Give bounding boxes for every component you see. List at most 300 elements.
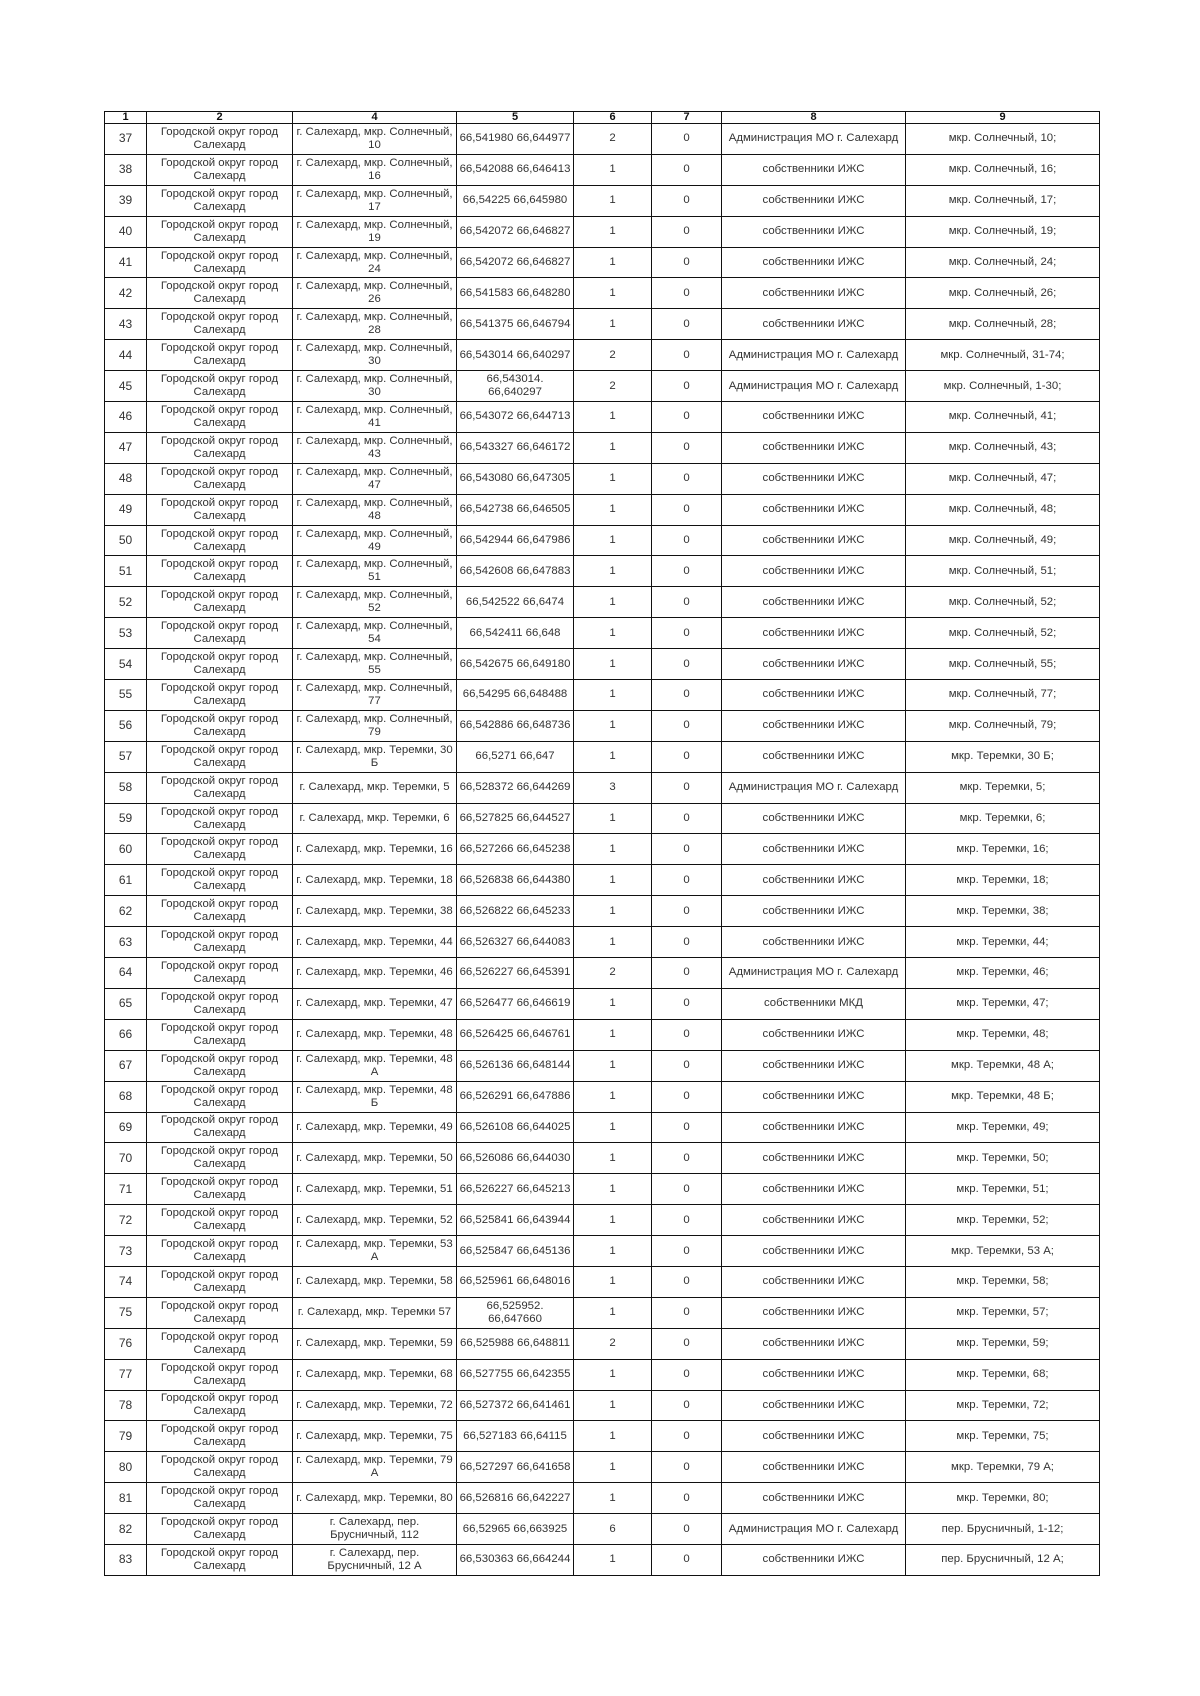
address-cell: г. Салехард, мкр. Солнечный, 77 xyxy=(293,680,457,711)
container-count-cell: 1 xyxy=(574,185,652,216)
reserve-count-cell: 0 xyxy=(652,216,722,247)
coordinates-cell: 66,525847 66,645136 xyxy=(457,1236,574,1267)
row-number-cell: 51 xyxy=(105,556,147,587)
table-row xyxy=(105,1081,1100,1112)
coordinates-cell: 66,543014. 66,640297 xyxy=(457,371,574,402)
row-number-cell: 48 xyxy=(105,463,147,494)
municipality-cell: Городской округ город Салехард xyxy=(147,309,293,340)
reserve-count-cell: 0 xyxy=(652,587,722,618)
coordinates-cell: 66,526227 66,645213 xyxy=(457,1174,574,1205)
row-number-cell: 50 xyxy=(105,525,147,556)
municipality-cell: Городской округ город Салехард xyxy=(147,649,293,680)
municipality-cell: Городской округ город Салехард xyxy=(147,463,293,494)
service-area-cell: мкр. Теремки, 50; xyxy=(906,1143,1100,1174)
coordinates-cell: 66,543080 66,647305 xyxy=(457,463,574,494)
address-cell: г. Салехард, мкр. Теремки, 75 xyxy=(293,1421,457,1452)
table-row xyxy=(105,309,1100,340)
column-header-7: 8 xyxy=(722,112,906,124)
table-row xyxy=(105,1236,1100,1267)
reserve-count-cell: 0 xyxy=(652,649,722,680)
service-area-cell: мкр. Теремки, 51; xyxy=(906,1174,1100,1205)
row-number-cell: 83 xyxy=(105,1544,147,1575)
service-area-cell: мкр. Солнечный, 52; xyxy=(906,618,1100,649)
row-number-cell: 75 xyxy=(105,1297,147,1328)
container-count-cell: 1 xyxy=(574,432,652,463)
container-count-cell: 1 xyxy=(574,618,652,649)
owner-cell: собственники ИЖС xyxy=(722,896,906,927)
container-count-cell: 1 xyxy=(574,278,652,309)
service-area-cell: мкр. Солнечный, 10; xyxy=(906,124,1100,155)
owner-cell: собственники ИЖС xyxy=(722,741,906,772)
container-count-cell: 1 xyxy=(574,1483,652,1514)
table-row xyxy=(105,525,1100,556)
table-row xyxy=(105,1544,1100,1575)
service-area-cell: мкр. Теремки, 47; xyxy=(906,988,1100,1019)
table-row xyxy=(105,1266,1100,1297)
container-count-cell: 1 xyxy=(574,680,652,711)
coordinates-cell: 66,526108 66,644025 xyxy=(457,1112,574,1143)
service-area-cell: мкр. Теремки, 59; xyxy=(906,1328,1100,1359)
address-cell: г. Салехард, мкр. Теремки, 18 xyxy=(293,865,457,896)
coordinates-cell: 66,526816 66,642227 xyxy=(457,1483,574,1514)
container-count-cell: 1 xyxy=(574,1359,652,1390)
container-count-cell: 1 xyxy=(574,927,652,958)
service-area-cell: мкр. Солнечный, 52; xyxy=(906,587,1100,618)
coordinates-cell: 66,542411 66,648 xyxy=(457,618,574,649)
service-area-cell: мкр. Солнечный, 55; xyxy=(906,649,1100,680)
table-row xyxy=(105,340,1100,371)
service-area-cell: мкр. Теремки, 49; xyxy=(906,1112,1100,1143)
table-row xyxy=(105,185,1100,216)
row-number-cell: 73 xyxy=(105,1236,147,1267)
container-count-cell: 1 xyxy=(574,1236,652,1267)
table-row xyxy=(105,649,1100,680)
coordinates-cell: 66,543327 66,646172 xyxy=(457,432,574,463)
table-row xyxy=(105,587,1100,618)
reserve-count-cell: 0 xyxy=(652,1266,722,1297)
municipality-cell: Городской округ город Салехард xyxy=(147,185,293,216)
owner-cell: собственники ИЖС xyxy=(722,618,906,649)
service-area-cell: мкр. Теремки, 6; xyxy=(906,803,1100,834)
row-number-cell: 44 xyxy=(105,340,147,371)
owner-cell: собственники ИЖС xyxy=(722,803,906,834)
table-row xyxy=(105,1483,1100,1514)
address-cell: г. Салехард, мкр. Теремки, 46 xyxy=(293,958,457,989)
service-area-cell: мкр. Солнечный, 79; xyxy=(906,710,1100,741)
service-area-cell: мкр. Солнечный, 48; xyxy=(906,494,1100,525)
owner-cell: Администрация МО г. Салехард xyxy=(722,958,906,989)
service-area-cell: мкр. Солнечный, 49; xyxy=(906,525,1100,556)
owner-cell: собственники ИЖС xyxy=(722,1050,906,1081)
table-row xyxy=(105,1112,1100,1143)
container-count-cell: 1 xyxy=(574,1112,652,1143)
row-number-cell: 76 xyxy=(105,1328,147,1359)
container-count-cell: 1 xyxy=(574,1544,652,1575)
owner-cell: собственники ИЖС xyxy=(722,278,906,309)
reserve-count-cell: 0 xyxy=(652,1297,722,1328)
municipality-cell: Городской округ город Салехард xyxy=(147,1019,293,1050)
row-number-cell: 78 xyxy=(105,1390,147,1421)
coordinates-cell: 66,526291 66,647886 xyxy=(457,1081,574,1112)
container-count-cell: 1 xyxy=(574,1452,652,1483)
service-area-cell: мкр. Теремки, 80; xyxy=(906,1483,1100,1514)
municipality-cell: Городской округ город Салехард xyxy=(147,772,293,803)
owner-cell: собственники ИЖС xyxy=(722,1390,906,1421)
table-row xyxy=(105,1050,1100,1081)
service-area-cell: мкр. Теремки, 38; xyxy=(906,896,1100,927)
container-count-cell: 2 xyxy=(574,340,652,371)
table-body xyxy=(105,124,1100,1576)
table-row xyxy=(105,216,1100,247)
municipality-cell: Городской округ город Салехард xyxy=(147,1297,293,1328)
reserve-count-cell: 0 xyxy=(652,1452,722,1483)
reserve-count-cell: 0 xyxy=(652,1143,722,1174)
service-area-cell: мкр. Теремки, 5; xyxy=(906,772,1100,803)
reserve-count-cell: 0 xyxy=(652,1390,722,1421)
coordinates-cell: 66,54225 66,645980 xyxy=(457,185,574,216)
row-number-cell: 69 xyxy=(105,1112,147,1143)
municipality-cell: Городской округ город Салехард xyxy=(147,216,293,247)
row-number-cell: 54 xyxy=(105,649,147,680)
container-count-cell: 2 xyxy=(574,958,652,989)
reserve-count-cell: 0 xyxy=(652,1514,722,1545)
municipality-cell: Городской округ город Салехард xyxy=(147,1452,293,1483)
address-cell: г. Салехард, мкр. Солнечный, 24 xyxy=(293,247,457,278)
owner-cell: Администрация МО г. Салехард xyxy=(722,371,906,402)
owner-cell: собственники ИЖС xyxy=(722,1236,906,1267)
coordinates-cell: 66,526327 66,644083 xyxy=(457,927,574,958)
column-header-5: 6 xyxy=(574,112,652,124)
address-cell: г. Салехард, мкр. Солнечный, 52 xyxy=(293,587,457,618)
row-number-cell: 65 xyxy=(105,988,147,1019)
coordinates-cell: 66,542072 66,646827 xyxy=(457,216,574,247)
municipality-cell: Городской округ город Салехард xyxy=(147,1081,293,1112)
row-number-cell: 46 xyxy=(105,402,147,433)
address-cell: г. Салехард, мкр. Теремки, 48 Б xyxy=(293,1081,457,1112)
row-number-cell: 47 xyxy=(105,432,147,463)
municipality-cell: Городской округ город Салехард xyxy=(147,1483,293,1514)
table-row xyxy=(105,556,1100,587)
service-area-cell: мкр. Солнечный, 28; xyxy=(906,309,1100,340)
column-header-4: 5 xyxy=(457,112,574,124)
container-count-cell: 1 xyxy=(574,710,652,741)
row-number-cell: 53 xyxy=(105,618,147,649)
coordinates-cell: 66,541980 66,644977 xyxy=(457,124,574,155)
municipality-cell: Городской округ город Салехард xyxy=(147,1390,293,1421)
table-row xyxy=(105,1174,1100,1205)
owner-cell: собственники ИЖС xyxy=(722,309,906,340)
table-row xyxy=(105,710,1100,741)
reserve-count-cell: 0 xyxy=(652,124,722,155)
coordinates-cell: 66,527372 66,641461 xyxy=(457,1390,574,1421)
owner-cell: собственники ИЖС xyxy=(722,927,906,958)
coordinates-cell: 66,542944 66,647986 xyxy=(457,525,574,556)
coordinates-cell: 66,543072 66,644713 xyxy=(457,402,574,433)
address-cell: г. Салехард, пер. Брусничный, 12 А xyxy=(293,1544,457,1575)
container-count-cell: 2 xyxy=(574,371,652,402)
owner-cell: собственники ИЖС xyxy=(722,1112,906,1143)
municipality-cell: Городской округ город Салехард xyxy=(147,958,293,989)
table-row xyxy=(105,278,1100,309)
row-number-cell: 61 xyxy=(105,865,147,896)
container-count-cell: 1 xyxy=(574,1050,652,1081)
reserve-count-cell: 0 xyxy=(652,896,722,927)
owner-cell: собственники ИЖС xyxy=(722,1328,906,1359)
container-count-cell: 1 xyxy=(574,525,652,556)
address-cell: г. Салехард, мкр. Солнечный, 41 xyxy=(293,402,457,433)
coordinates-cell: 66,526425 66,646761 xyxy=(457,1019,574,1050)
table-header-row xyxy=(105,112,1100,124)
container-count-cell: 2 xyxy=(574,1328,652,1359)
municipality-cell: Городской округ город Салехард xyxy=(147,680,293,711)
service-area-cell: мкр. Теремки, 52; xyxy=(906,1205,1100,1236)
table-row xyxy=(105,1514,1100,1545)
table-row xyxy=(105,1143,1100,1174)
reserve-count-cell: 0 xyxy=(652,1483,722,1514)
container-count-cell: 1 xyxy=(574,1205,652,1236)
address-cell: г. Салехард, мкр. Теремки, 53 А xyxy=(293,1236,457,1267)
address-cell: г. Салехард, мкр. Солнечный, 79 xyxy=(293,710,457,741)
owner-cell: собственники ИЖС xyxy=(722,432,906,463)
service-area-cell: мкр. Солнечный, 26; xyxy=(906,278,1100,309)
table-row xyxy=(105,834,1100,865)
municipality-cell: Городской округ город Салехард xyxy=(147,154,293,185)
service-area-cell: мкр. Солнечный, 77; xyxy=(906,680,1100,711)
service-area-cell: мкр. Теремки, 75; xyxy=(906,1421,1100,1452)
reserve-count-cell: 0 xyxy=(652,1174,722,1205)
container-count-cell: 1 xyxy=(574,309,652,340)
row-number-cell: 82 xyxy=(105,1514,147,1545)
municipality-cell: Городской округ город Салехард xyxy=(147,556,293,587)
row-number-cell: 38 xyxy=(105,154,147,185)
container-count-cell: 1 xyxy=(574,1421,652,1452)
address-cell: г. Салехард, мкр. Теремки, 44 xyxy=(293,927,457,958)
coordinates-cell: 66,528372 66,644269 xyxy=(457,772,574,803)
address-cell: г. Салехард, мкр. Теремки, 59 xyxy=(293,1328,457,1359)
reserve-count-cell: 0 xyxy=(652,1019,722,1050)
coordinates-cell: 66,542738 66,646505 xyxy=(457,494,574,525)
coordinates-cell: 66,527825 66,644527 xyxy=(457,803,574,834)
reserve-count-cell: 0 xyxy=(652,371,722,402)
municipality-cell: Городской округ город Салехард xyxy=(147,803,293,834)
owner-cell: Администрация МО г. Салехард xyxy=(722,340,906,371)
address-cell: г. Салехард, мкр. Теремки, 50 xyxy=(293,1143,457,1174)
coordinates-cell: 66,527755 66,642355 xyxy=(457,1359,574,1390)
coordinates-cell: 66,526477 66,646619 xyxy=(457,988,574,1019)
container-count-cell: 1 xyxy=(574,1297,652,1328)
row-number-cell: 39 xyxy=(105,185,147,216)
coordinates-cell: 66,525961 66,648016 xyxy=(457,1266,574,1297)
container-count-cell: 1 xyxy=(574,463,652,494)
address-cell: г. Салехард, мкр. Теремки, 48 А xyxy=(293,1050,457,1081)
container-count-cell: 1 xyxy=(574,494,652,525)
owner-cell: Администрация МО г. Салехард xyxy=(722,124,906,155)
coordinates-cell: 66,527183 66,64115 xyxy=(457,1421,574,1452)
table-row xyxy=(105,772,1100,803)
municipality-cell: Городской округ город Салехард xyxy=(147,1544,293,1575)
row-number-cell: 74 xyxy=(105,1266,147,1297)
service-area-cell: мкр. Солнечный, 19; xyxy=(906,216,1100,247)
coordinates-cell: 66,542675 66,649180 xyxy=(457,649,574,680)
row-number-cell: 66 xyxy=(105,1019,147,1050)
owner-cell: собственники МКД xyxy=(722,988,906,1019)
registry-table xyxy=(104,111,1100,1576)
coordinates-cell: 66,526086 66,644030 xyxy=(457,1143,574,1174)
municipality-cell: Городской округ город Салехард xyxy=(147,432,293,463)
table-row xyxy=(105,124,1100,155)
table-row xyxy=(105,432,1100,463)
row-number-cell: 71 xyxy=(105,1174,147,1205)
table-row xyxy=(105,247,1100,278)
address-cell: г. Салехард, мкр. Солнечный, 28 xyxy=(293,309,457,340)
address-cell: г. Салехард, мкр. Солнечный, 51 xyxy=(293,556,457,587)
service-area-cell: мкр. Теремки, 48; xyxy=(906,1019,1100,1050)
reserve-count-cell: 0 xyxy=(652,525,722,556)
reserve-count-cell: 0 xyxy=(652,340,722,371)
owner-cell: собственники ИЖС xyxy=(722,834,906,865)
address-cell: г. Салехард, мкр. Солнечный, 43 xyxy=(293,432,457,463)
owner-cell: собственники ИЖС xyxy=(722,1081,906,1112)
row-number-cell: 79 xyxy=(105,1421,147,1452)
address-cell: г. Салехард, мкр. Солнечный, 30 xyxy=(293,371,457,402)
coordinates-cell: 66,542886 66,648736 xyxy=(457,710,574,741)
address-cell: г. Салехард, мкр. Теремки, 68 xyxy=(293,1359,457,1390)
service-area-cell: мкр. Теремки, 46; xyxy=(906,958,1100,989)
table-row xyxy=(105,1421,1100,1452)
address-cell: г. Салехард, мкр. Солнечный, 26 xyxy=(293,278,457,309)
owner-cell: собственники ИЖС xyxy=(722,247,906,278)
service-area-cell: мкр. Солнечный, 16; xyxy=(906,154,1100,185)
reserve-count-cell: 0 xyxy=(652,680,722,711)
reserve-count-cell: 0 xyxy=(652,958,722,989)
reserve-count-cell: 0 xyxy=(652,710,722,741)
service-area-cell: мкр. Солнечный, 31-74; xyxy=(906,340,1100,371)
coordinates-cell: 66,541375 66,646794 xyxy=(457,309,574,340)
owner-cell: собственники ИЖС xyxy=(722,587,906,618)
reserve-count-cell: 0 xyxy=(652,834,722,865)
service-area-cell: мкр. Солнечный, 51; xyxy=(906,556,1100,587)
table-row xyxy=(105,1390,1100,1421)
table-row xyxy=(105,988,1100,1019)
municipality-cell: Городской округ город Салехард xyxy=(147,1421,293,1452)
container-count-cell: 1 xyxy=(574,649,652,680)
coordinates-cell: 66,526822 66,645233 xyxy=(457,896,574,927)
municipality-cell: Городской округ город Салехард xyxy=(147,371,293,402)
row-number-cell: 64 xyxy=(105,958,147,989)
container-count-cell: 1 xyxy=(574,741,652,772)
coordinates-cell: 66,527266 66,645238 xyxy=(457,834,574,865)
address-cell: г. Салехард, мкр. Солнечный, 10 xyxy=(293,124,457,155)
row-number-cell: 52 xyxy=(105,587,147,618)
municipality-cell: Городской округ город Салехард xyxy=(147,247,293,278)
reserve-count-cell: 0 xyxy=(652,556,722,587)
coordinates-cell: 66,526838 66,644380 xyxy=(457,865,574,896)
service-area-cell: мкр. Теремки, 48 А; xyxy=(906,1050,1100,1081)
coordinates-cell: 66,52965 66,663925 xyxy=(457,1514,574,1545)
address-cell: г. Салехард, мкр. Теремки, 30 Б xyxy=(293,741,457,772)
owner-cell: собственники ИЖС xyxy=(722,463,906,494)
row-number-cell: 41 xyxy=(105,247,147,278)
owner-cell: собственники ИЖС xyxy=(722,1452,906,1483)
container-count-cell: 1 xyxy=(574,216,652,247)
municipality-cell: Городской округ город Салехард xyxy=(147,402,293,433)
table-row xyxy=(105,680,1100,711)
row-number-cell: 49 xyxy=(105,494,147,525)
reserve-count-cell: 0 xyxy=(652,741,722,772)
reserve-count-cell: 0 xyxy=(652,803,722,834)
reserve-count-cell: 0 xyxy=(652,1544,722,1575)
row-number-cell: 55 xyxy=(105,680,147,711)
column-header-2: 2 xyxy=(147,112,293,124)
coordinates-cell: 66,526227 66,645391 xyxy=(457,958,574,989)
table-row xyxy=(105,1452,1100,1483)
container-count-cell: 1 xyxy=(574,247,652,278)
coordinates-cell: 66,542522 66,6474 xyxy=(457,587,574,618)
address-cell: г. Салехард, мкр. Солнечный, 19 xyxy=(293,216,457,247)
address-cell: г. Салехард, мкр. Теремки, 48 xyxy=(293,1019,457,1050)
coordinates-cell: 66,5271 66,647 xyxy=(457,741,574,772)
reserve-count-cell: 0 xyxy=(652,1050,722,1081)
table-row xyxy=(105,958,1100,989)
municipality-cell: Городской округ город Салехард xyxy=(147,124,293,155)
owner-cell: собственники ИЖС xyxy=(722,525,906,556)
service-area-cell: мкр. Теремки, 16; xyxy=(906,834,1100,865)
table-row xyxy=(105,803,1100,834)
coordinates-cell: 66,526136 66,648144 xyxy=(457,1050,574,1081)
table-row xyxy=(105,371,1100,402)
service-area-cell: пер. Брусничный, 12 А; xyxy=(906,1544,1100,1575)
row-number-cell: 59 xyxy=(105,803,147,834)
table-row xyxy=(105,1019,1100,1050)
coordinates-cell: 66,542072 66,646827 xyxy=(457,247,574,278)
service-area-cell: мкр. Теремки, 53 А; xyxy=(906,1236,1100,1267)
coordinates-cell: 66,541583 66,648280 xyxy=(457,278,574,309)
owner-cell: собственники ИЖС xyxy=(722,185,906,216)
coordinates-cell: 66,525841 66,643944 xyxy=(457,1205,574,1236)
address-cell: г. Салехард, мкр. Теремки, 49 xyxy=(293,1112,457,1143)
container-count-cell: 2 xyxy=(574,124,652,155)
municipality-cell: Городской округ город Салехард xyxy=(147,896,293,927)
address-cell: г. Салехард, мкр. Солнечный, 54 xyxy=(293,618,457,649)
container-count-cell: 1 xyxy=(574,1019,652,1050)
owner-cell: собственники ИЖС xyxy=(722,216,906,247)
table-row xyxy=(105,494,1100,525)
row-number-cell: 62 xyxy=(105,896,147,927)
service-area-cell: мкр. Теремки, 48 Б; xyxy=(906,1081,1100,1112)
row-number-cell: 63 xyxy=(105,927,147,958)
coordinates-cell: 66,527297 66,641658 xyxy=(457,1452,574,1483)
container-count-cell: 1 xyxy=(574,556,652,587)
container-count-cell: 1 xyxy=(574,1266,652,1297)
table-row xyxy=(105,1359,1100,1390)
municipality-cell: Городской округ город Салехард xyxy=(147,278,293,309)
container-count-cell: 6 xyxy=(574,1514,652,1545)
reserve-count-cell: 0 xyxy=(652,865,722,896)
container-count-cell: 1 xyxy=(574,154,652,185)
reserve-count-cell: 0 xyxy=(652,463,722,494)
coordinates-cell: 66,525988 66,648811 xyxy=(457,1328,574,1359)
container-count-cell: 1 xyxy=(574,865,652,896)
owner-cell: собственники ИЖС xyxy=(722,1421,906,1452)
container-count-cell: 1 xyxy=(574,587,652,618)
owner-cell: собственники ИЖС xyxy=(722,649,906,680)
column-header-6: 7 xyxy=(652,112,722,124)
address-cell: г. Салехард, мкр. Солнечный, 16 xyxy=(293,154,457,185)
service-area-cell: мкр. Солнечный, 24; xyxy=(906,247,1100,278)
reserve-count-cell: 0 xyxy=(652,1112,722,1143)
municipality-cell: Городской округ город Салехард xyxy=(147,1514,293,1545)
row-number-cell: 81 xyxy=(105,1483,147,1514)
